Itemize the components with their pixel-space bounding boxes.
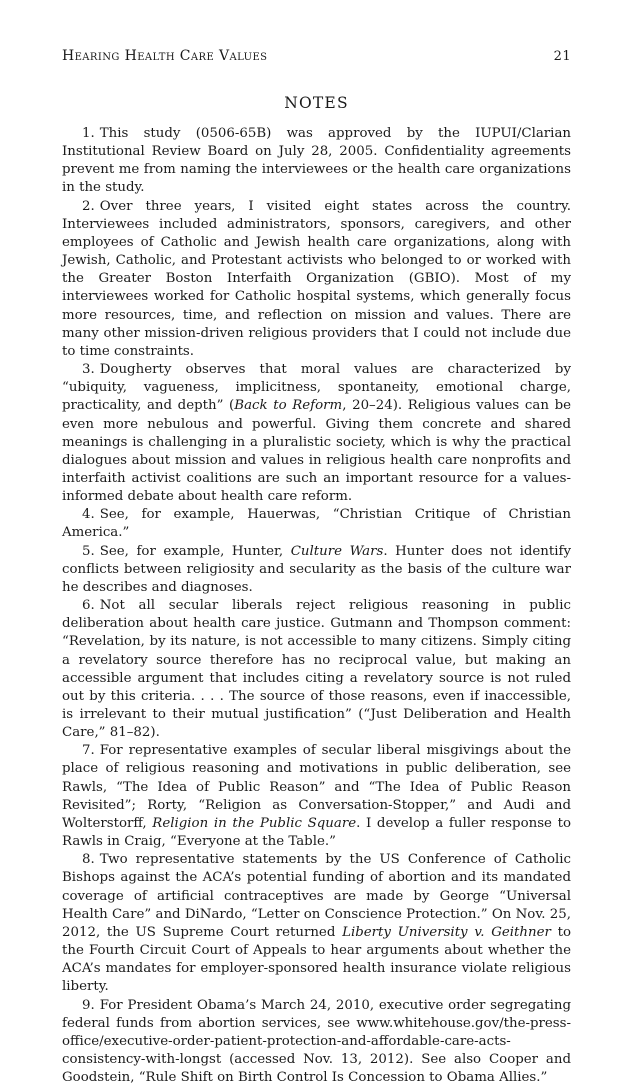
note-number: 9. bbox=[82, 998, 95, 1013]
note-7 bbox=[62, 742, 571, 851]
note-number: 2. bbox=[82, 199, 95, 214]
note-number: 5. bbox=[82, 544, 95, 559]
note-citation-title: Back to Reform bbox=[234, 398, 342, 413]
note-text: to the Fourth Circuit Court of Appeals to hear arguments about whether the ACA’s mandates for employer-sponsored health insurance violate religious liberty. bbox=[62, 925, 571, 994]
note-citation-title: Religion in the Public Square bbox=[152, 816, 356, 831]
note-number: 4. bbox=[82, 507, 95, 522]
note-text: . I develop a fuller response to Rawls in Craig, “Everyone at the Table.” bbox=[62, 816, 571, 849]
note-number: 8. bbox=[82, 852, 95, 867]
running-head bbox=[62, 48, 571, 70]
note-text: Dougherty observes that moral values are characterized by “ubiquity, vagueness, implicitness, spontaneity, emotional charge, practicality, and depth” ( bbox=[62, 362, 571, 413]
note-8 bbox=[62, 851, 571, 996]
note-citation-title: Culture Wars bbox=[291, 544, 384, 559]
note-text: Two representative statements by the US Conference of Catholic Bishops against the ACA’s potential funding of abortion and its mandated coverage of artificial contraceptives are made by George “Universal Health Care” and DiNardo, “Letter on Conscience Protection.” On Nov. 25, 2012, the US Supreme Court returned bbox=[62, 852, 571, 940]
note-text: . Hunter does not identify conflicts between religiosity and secularity as the basis of the culture war he describes and diagnoses. bbox=[62, 544, 571, 595]
section-title: NOTES bbox=[62, 94, 571, 112]
note-number: 3. bbox=[82, 362, 95, 377]
note-number: 1. bbox=[82, 126, 95, 141]
page-number: 21 bbox=[554, 49, 571, 64]
note-text: Not all secular liberals reject religious reasoning in public deliberation about health care justice. Gutmann and Thompson comment: “Revelation, by its nature, is not accessible to many citizens. Simply citing a revelatory source therefore has no reciprocal value, but making an accessible argument that includes citing a revelatory source is not ruled out by this criteria. . . . The source of those reasons, even if inaccessible, is irrelevant to their mutual justification” (“Just Deliberation and Health Care,” 81–82). bbox=[62, 598, 571, 740]
note-2 bbox=[62, 198, 571, 361]
notes-list bbox=[62, 125, 571, 1087]
note-text: This study (0506-65B) was approved by the IUPUI/Clarian Institutional Review Board on July 28, 2005. Confidentiality agreements prevent me from naming the interviewees or the health care organizations in the study. bbox=[62, 126, 571, 195]
note-text: Over three years, I visited eight states across the country. Interviewees included administrators, sponsors, caregivers, and other employees of Catholic and Jewish health care organizations, along with Jewish, Catholic, and Protestant activists who belonged to or worked with the Greater Boston Interfaith Organization (GBIO). Most of my interviewees worked for Catholic hospital systems, which generally focus more resources, time, and reflection on mission and values. There are many other mission-driven religious providers that I could not include due to time constraints. bbox=[62, 199, 571, 359]
note-text: See, for example, Hauerwas, “Christian Critique of Christian America.” bbox=[62, 507, 571, 540]
note-4 bbox=[62, 506, 571, 542]
note-1 bbox=[62, 125, 571, 198]
note-number: 6. bbox=[82, 598, 95, 613]
note-3 bbox=[62, 361, 571, 506]
note-text: For representative examples of secular liberal misgivings about the place of religious reasoning and motivations in public deliberation, see Rawls, “The Idea of Public Reason” and “The Idea of Public Reason Revisited”; Rorty, “Religion as Conversation-Stopper,” and Audi and Wolterstorff, bbox=[62, 743, 571, 831]
note-text: See, for example, Hunter, bbox=[100, 544, 291, 559]
note-text: , 20–24). Religious values can be even more nebulous and powerful. Giving them concrete and shared meanings is challenging in a pluralistic society, which is why the practical dialogues about mission and values in religious health care nonprofits and interfaith activist coalitions are such an important resource for a values-informed debate about health care reform. bbox=[62, 398, 571, 504]
note-text: For President Obama’s March 24, 2010, executive order segregating federal funds from abortion services, see www.whitehouse.gov/the-press-office/executive-order-patient-protection-and-affordable-care-acts-consistency-with-longst (accessed Nov. 13, 2012). See also Cooper and Goodstein, “Rule Shift on Birth Control Is Concession to Obama Allies.” bbox=[62, 998, 571, 1086]
note-5 bbox=[62, 543, 571, 597]
note-6 bbox=[62, 597, 571, 742]
note-9 bbox=[62, 997, 571, 1087]
note-citation-title: Liberty University v. Geithner bbox=[342, 925, 551, 940]
note-number: 7. bbox=[82, 743, 95, 758]
running-head-title: Hearing Health Care Values bbox=[62, 48, 267, 64]
book-page bbox=[62, 48, 571, 1087]
